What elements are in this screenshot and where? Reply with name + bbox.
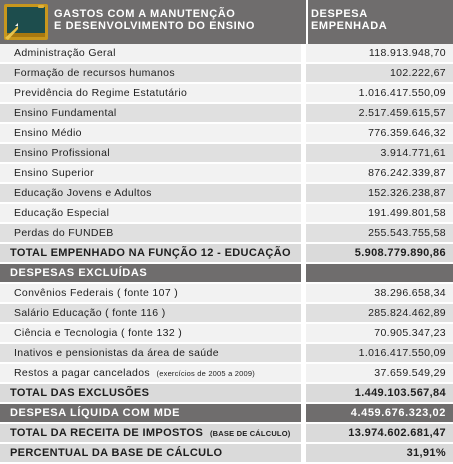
row-label: Ensino Fundamental <box>0 104 301 122</box>
receita-impostos-label: TOTAL DA RECEITA DE IMPOSTOS <box>10 427 204 439</box>
row-label: Ensino Profissional <box>0 144 301 162</box>
row-label: Educação Especial <box>0 204 301 222</box>
row-value: 152.326.238,87 <box>306 184 453 202</box>
row-value: 1.016.417.550,09 <box>306 84 453 102</box>
row-label: Ensino Superior <box>0 164 301 182</box>
row-value: 70.905.347,23 <box>306 324 453 342</box>
total-exclusoes-label: TOTAL DAS EXCLUSÕES <box>0 384 301 402</box>
header-divider <box>306 0 308 44</box>
receita-impostos-row <box>0 424 453 444</box>
percentual-label: PERCENTUAL DA BASE DE CÁLCULO <box>0 444 301 462</box>
table-row <box>0 344 453 364</box>
table-row <box>0 104 453 124</box>
total-exclusoes-row <box>0 384 453 404</box>
row-value: 3.914.771,61 <box>306 144 453 162</box>
row-label: Previdência do Regime Estatutário <box>0 84 301 102</box>
row-value: 191.499.801,58 <box>306 204 453 222</box>
table-row <box>0 144 453 164</box>
excluded-section-label: DESPESAS EXCLUÍDAS <box>0 264 301 282</box>
row-value: 255.543.755,58 <box>306 224 453 242</box>
table-row <box>0 84 453 104</box>
table-row <box>0 44 453 64</box>
excluded-section-header <box>0 264 453 284</box>
table-row <box>0 304 453 324</box>
total-empenhado-row <box>0 244 453 264</box>
row-label-text: Restos a pagar cancelados <box>14 367 150 379</box>
total-empenhado-value: 5.908.779.890,86 <box>306 244 453 262</box>
row-label: Formação de recursos humanos <box>0 64 301 82</box>
total-empenhado-label: TOTAL EMPENHADO NA FUNÇÃO 12 - EDUCAÇÃO <box>0 244 301 262</box>
row-label: Ciência e Tecnologia ( fonte 132 ) <box>0 324 301 342</box>
row-label: Ensino Médio <box>0 124 301 142</box>
row-label-note: (exercícios de 2005 a 2009) <box>156 369 255 378</box>
despesa-liquida-label: DESPESA LÍQUIDA COM MDE <box>0 404 301 422</box>
header-title-line1: GASTOS COM A MANUTENÇÃO <box>54 8 236 20</box>
despesa-liquida-row <box>0 404 453 424</box>
row-label: Inativos e pensionistas da área de saúde <box>0 344 301 362</box>
receita-impostos-label-cell <box>0 424 301 442</box>
percentual-row <box>0 444 453 464</box>
row-label: Educação Jovens e Adultos <box>0 184 301 202</box>
table-body <box>0 44 453 464</box>
row-label: Administração Geral <box>0 44 301 62</box>
row-label: Convênios Federais ( fonte 107 ) <box>0 284 301 302</box>
table-header <box>0 0 453 44</box>
row-value: 285.824.462,89 <box>306 304 453 322</box>
table-row <box>0 204 453 224</box>
table-row <box>0 184 453 204</box>
header-title-line2: E DESENVOLVIMENTO DO ENSINO <box>54 20 255 32</box>
table-row <box>0 224 453 244</box>
row-value: 776.359.646,32 <box>306 124 453 142</box>
header-value-line2: EMPENHADA <box>311 20 388 32</box>
row-label: Salário Educação ( fonte 116 ) <box>0 304 301 322</box>
total-exclusoes-value: 1.449.103.567,84 <box>306 384 453 402</box>
table-row <box>0 324 453 344</box>
header-value-line1: DESPESA <box>311 8 368 20</box>
receita-impostos-note: (BASE DE CÁLCULO) <box>209 429 291 438</box>
row-value: 118.913.948,70 <box>306 44 453 62</box>
row-label <box>0 364 301 382</box>
row-value: 102.222,67 <box>306 64 453 82</box>
excluded-section-value-cell <box>306 264 453 282</box>
percentual-value: 31,91% <box>306 444 453 462</box>
receita-impostos-value: 13.974.602.681,47 <box>306 424 453 442</box>
table-row <box>0 364 453 384</box>
row-value: 1.016.417.550,09 <box>306 344 453 362</box>
table-row <box>0 124 453 144</box>
chalkboard-icon <box>2 2 50 42</box>
row-value: 38.296.658,34 <box>306 284 453 302</box>
header-title <box>54 8 304 32</box>
row-value: 37.659.549,29 <box>306 364 453 382</box>
table-row <box>0 284 453 304</box>
row-value: 876.242.339,87 <box>306 164 453 182</box>
row-label: Perdas do FUNDEB <box>0 224 301 242</box>
header-value-title <box>311 8 451 32</box>
row-value: 2.517.459.615,57 <box>306 104 453 122</box>
despesa-liquida-value: 4.459.676.323,02 <box>306 404 453 422</box>
table-row <box>0 164 453 184</box>
table-row <box>0 64 453 84</box>
